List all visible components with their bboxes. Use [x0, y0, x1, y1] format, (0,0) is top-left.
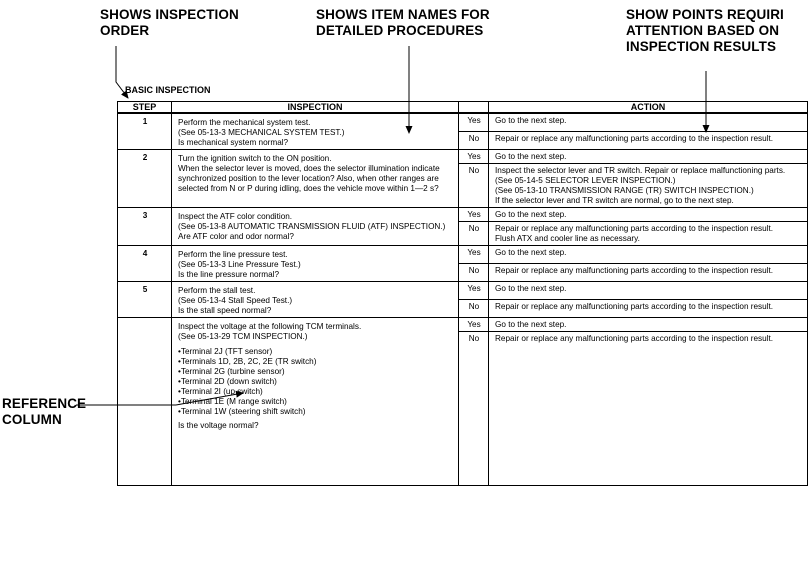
no-label: No: [459, 332, 489, 486]
terminal-item: • Terminal 2G (turbine sensor): [178, 367, 453, 377]
inspection-line: (See 05-13-8 AUTOMATIC TRANSMISSION FLUID (ATF) INSPECTION.): [178, 222, 446, 231]
yes-label: Yes: [459, 208, 489, 222]
inspection-question: Is the voltage normal?: [178, 421, 259, 430]
inspection-line: (See 05-13-29 TCM INSPECTION.): [178, 332, 308, 341]
inspection-line: (See 05-13-4 Stall Speed Test.): [178, 296, 293, 305]
terminal-item: • Terminals 1D, 2B, 2C, 2E (TR switch): [178, 357, 453, 367]
action-line: Repair or replace any malfunctioning parts according to the inspection result.: [495, 224, 774, 233]
inspection-line: Turn the ignition switch to the ON position.: [178, 154, 332, 163]
yes-label: Yes: [459, 246, 489, 264]
action-line: (See 05-14-5 SELECTOR LEVER INSPECTION.): [495, 176, 676, 185]
callout-inspection-order: SHOWS INSPECTION ORDER: [100, 7, 239, 38]
no-label: No: [459, 300, 489, 318]
no-label: No: [459, 132, 489, 150]
terminal-item: • Terminal 2I (up switch): [178, 387, 453, 397]
step-number: 4: [118, 246, 172, 282]
step-number: 3: [118, 208, 172, 246]
yes-label: Yes: [459, 282, 489, 300]
arrow-inspection-order: [116, 46, 128, 98]
inspection-line: Inspect the ATF color condition.: [178, 212, 293, 221]
step-number: 5: [118, 282, 172, 318]
no-label: No: [459, 222, 489, 246]
yes-action: Go to the next step.: [489, 150, 808, 164]
action-line: Repair or replace any malfunctioning parts according to the inspection result.: [495, 266, 774, 275]
header-inspection: INSPECTION: [172, 102, 459, 114]
terminal-item: • Terminal 2J (TFT sensor): [178, 347, 453, 357]
callout-attention-points: SHOW POINTS REQUIRI ATTENTION BASED ON INSPECTION RESULTS: [626, 7, 784, 54]
yes-action: Go to the next step.: [489, 113, 808, 132]
header-action: ACTION: [489, 102, 808, 114]
action-line: Repair or replace any malfunctioning parts according to the inspection result.: [495, 302, 774, 311]
terminal-item: • Terminal 1W (steering shift switch): [178, 407, 453, 417]
yes-label: Yes: [459, 113, 489, 132]
action-line: (See 05-13-10 TRANSMISSION RANGE (TR) SWITCH INSPECTION.): [495, 186, 754, 195]
inspection-line: (See 05-13-3 MECHANICAL SYSTEM TEST.): [178, 128, 345, 137]
no-label: No: [459, 164, 489, 208]
callout-reference-column: REFERENCE COLUMN: [2, 396, 87, 427]
no-label: No: [459, 264, 489, 282]
inspection-line: Perform the stall test.: [178, 286, 256, 295]
arrow-reference-head: [176, 393, 243, 405]
inspection-line: Inspect the voltage at the following TCM terminals.: [178, 322, 362, 331]
action-line: Repair or replace any malfunctioning parts according to the inspection result.: [495, 334, 774, 343]
inspection-line: Is the line pressure normal?: [178, 270, 280, 279]
inspection-line: Is the stall speed normal?: [178, 306, 272, 315]
inspection-line: Is mechanical system normal?: [178, 138, 289, 147]
action-line: Inspect the selector lever and TR switch. Repair or replace malfunctioning parts.: [495, 166, 786, 175]
inspection-line: Are ATF color and odor normal?: [178, 232, 294, 241]
step-number: 1: [118, 113, 172, 150]
yes-action: Go to the next step.: [489, 282, 808, 300]
terminal-item: • Terminal 1E (M range switch): [178, 397, 453, 407]
yes-label: Yes: [459, 150, 489, 164]
callout-item-names: SHOWS ITEM NAMES FOR DETAILED PROCEDURES: [316, 7, 490, 38]
section-title: BASIC INSPECTION: [125, 85, 211, 95]
terminal-item: • Terminal 2D (down switch): [178, 377, 453, 387]
yes-action: Go to the next step.: [489, 246, 808, 264]
inspection-line: Perform the mechanical system test.: [178, 118, 311, 127]
yes-action: Go to the next step.: [489, 318, 808, 332]
action-line: Repair or replace any malfunctioning parts according to the inspection result.: [495, 134, 774, 144]
inspection-line: Perform the line pressure test.: [178, 250, 288, 259]
action-line: Flush ATX and cooler line as necessary.: [495, 234, 640, 243]
inspection-line: (See 05-13-3 Line Pressure Test.): [178, 260, 301, 269]
header-step: STEP: [118, 102, 172, 114]
yes-action: Go to the next step.: [489, 208, 808, 222]
action-line: If the selector lever and TR switch are normal, go to the next step.: [495, 196, 734, 205]
inspection-line: When the selector lever is moved, does the selector illumination indicate synchronized position to the lever location? Also, when other ranges are selected from N or P during idling, does the vehicle move within 1—2 s?: [178, 164, 440, 193]
yes-label: Yes: [459, 318, 489, 332]
step-number: 2: [118, 150, 172, 208]
